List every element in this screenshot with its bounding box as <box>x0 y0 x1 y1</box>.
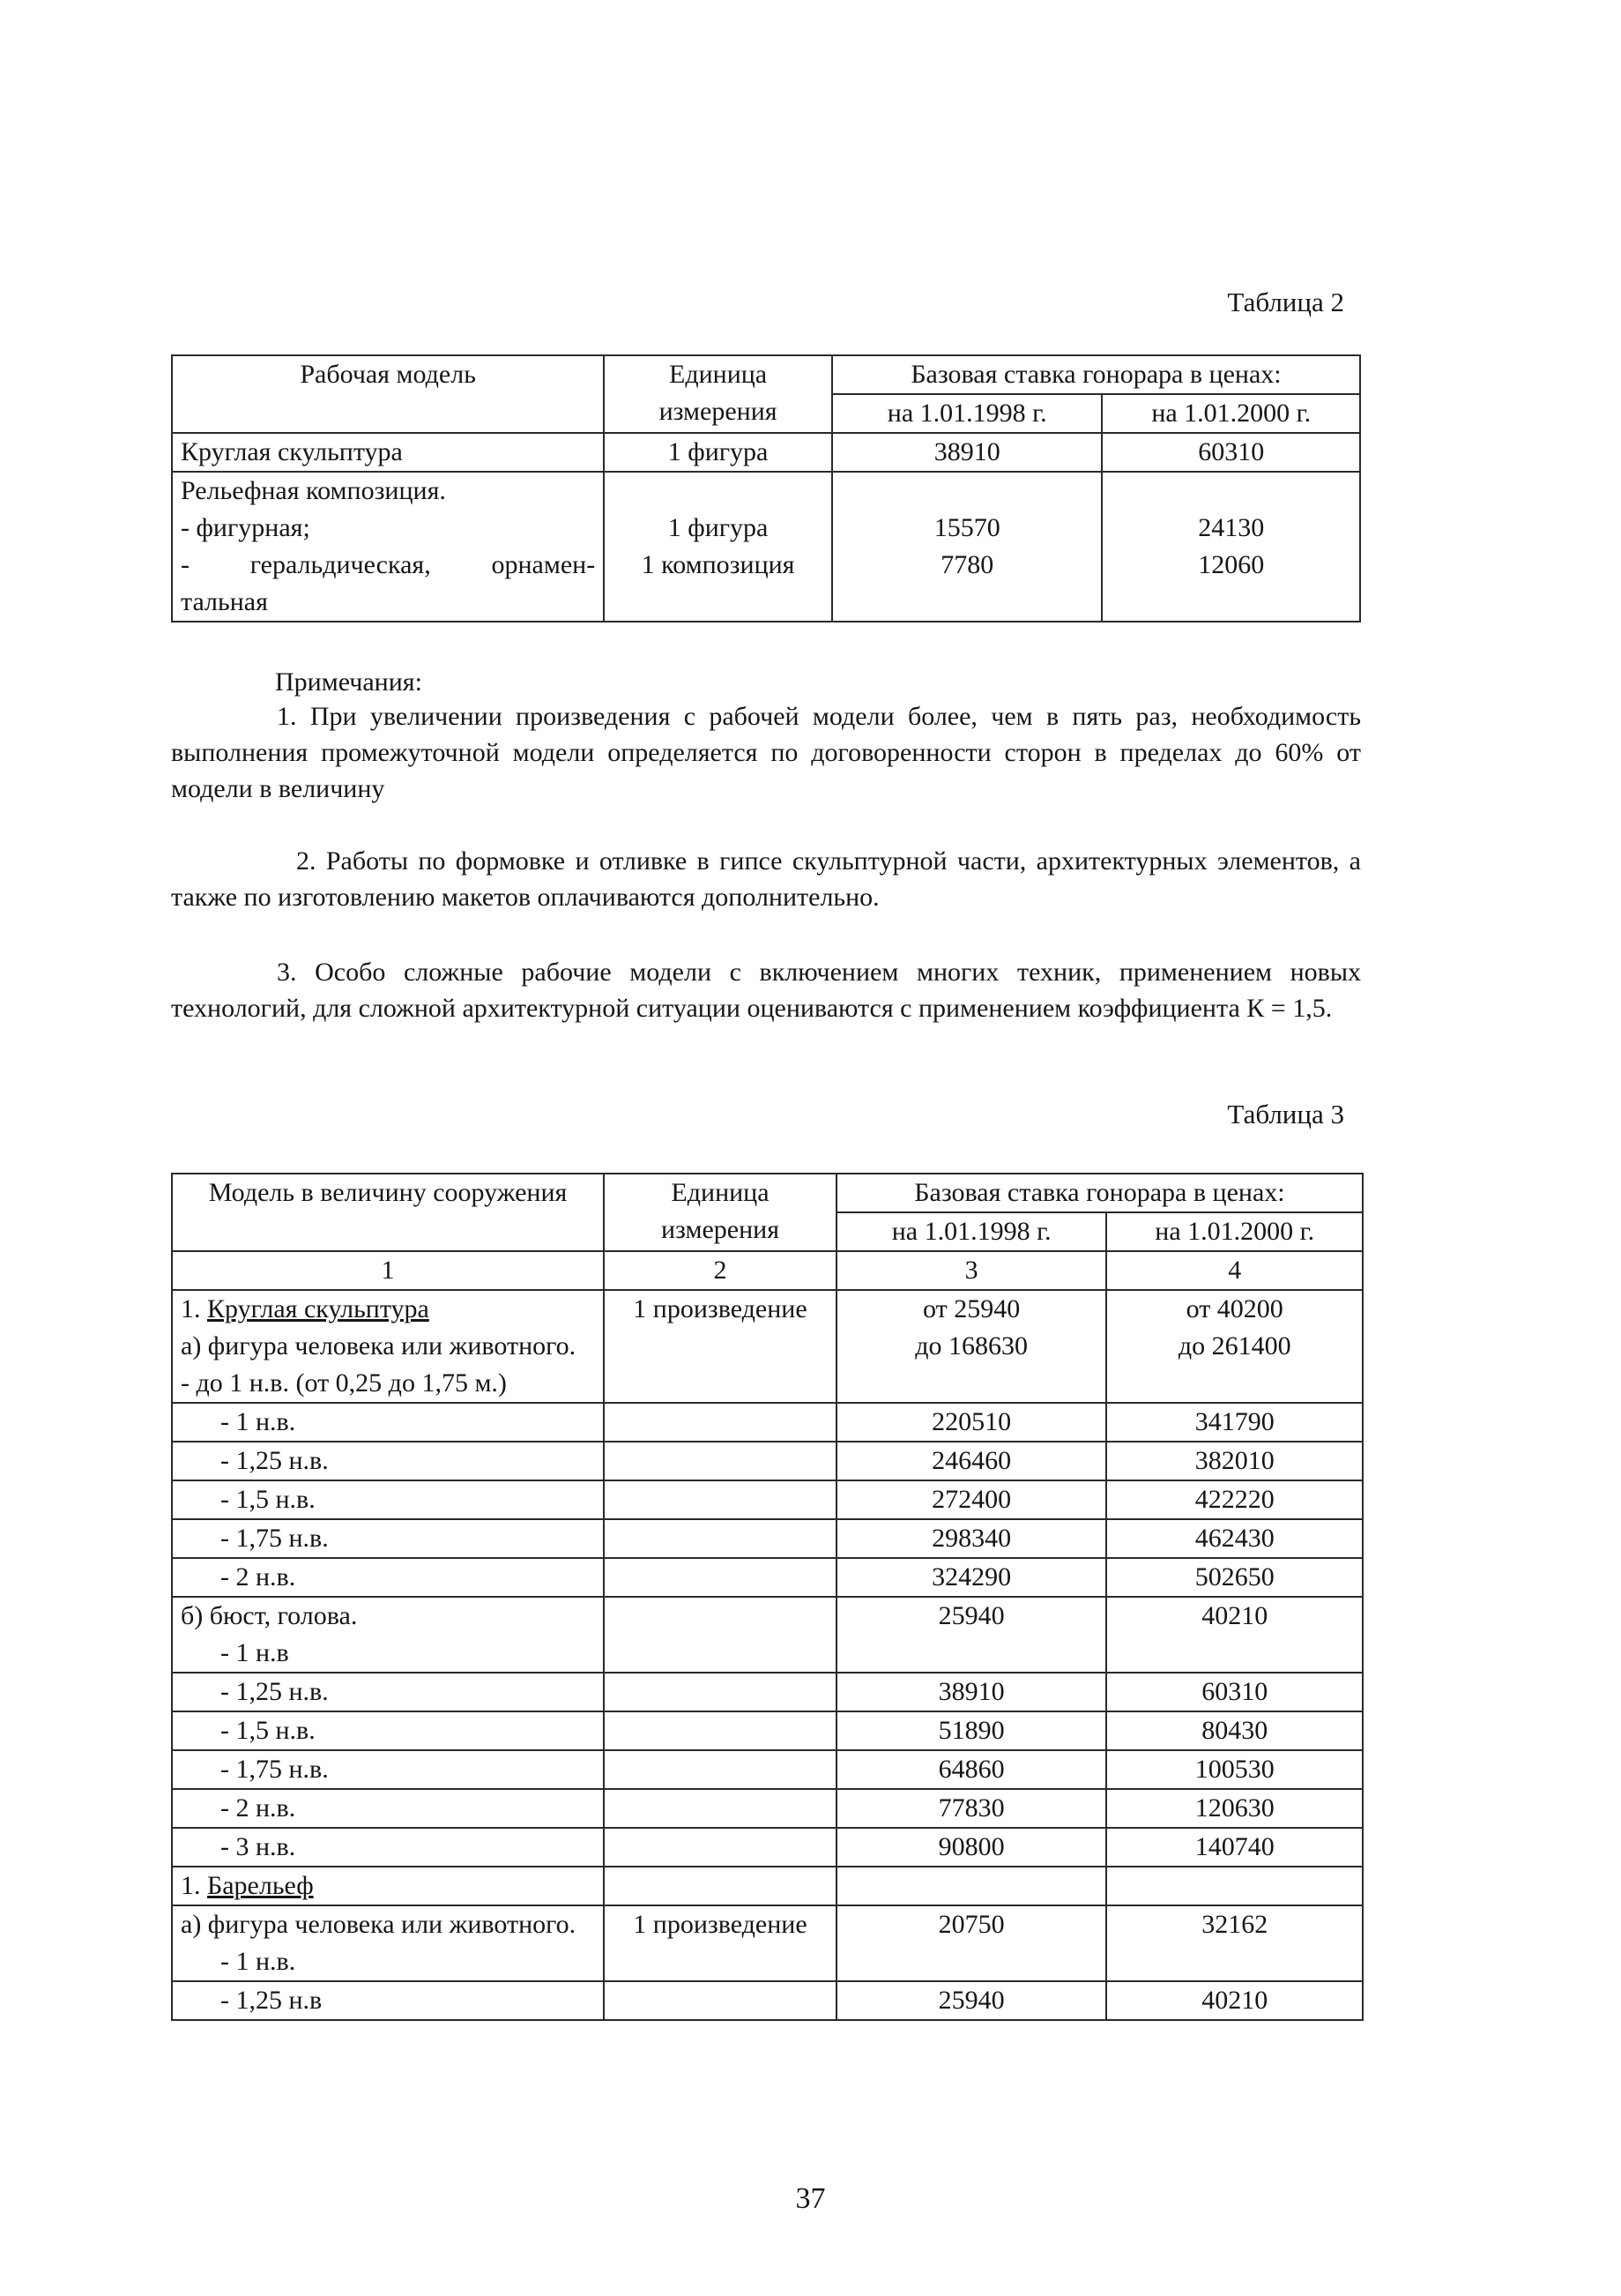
t2-row2-v2000-cell <box>1102 472 1360 622</box>
table-row: - 1 н.в. 220510 341790 <box>172 1403 1363 1442</box>
t3-header-price-group: Базовая ставка гонорара в ценах: <box>837 1174 1363 1212</box>
t3-sec1-unit: 1 произведение <box>604 1290 837 1403</box>
t2-row1-unit: 1 фигура <box>604 433 832 472</box>
t3-header-date-1998: на 1.01.1998 г. <box>837 1212 1107 1251</box>
t3-sub-b-cell: б) бюст, голова. - 1 н.в <box>172 1597 604 1673</box>
t3-sec1-range-2000: от 40200 до 261400 <box>1106 1290 1363 1403</box>
t3-sec1-range-label: - до 1 н.в. (от 0,25 до 1,75 м.) <box>181 1368 507 1398</box>
table-3-caption: Таблица 3 <box>1227 1099 1344 1129</box>
t2-header-price-group: Базовая ставка гонорара в ценах: <box>832 355 1360 394</box>
table-2 <box>171 354 1361 622</box>
t3-col-num-2: 2 <box>604 1251 837 1290</box>
t2-header-date-1998: на 1.01.1998 г. <box>832 394 1103 433</box>
t2-row2-name-cell <box>172 472 604 622</box>
t3-sub-b-title: б) бюст, голова. <box>181 1601 358 1630</box>
t3-header-date-2000: на 1.01.2000 г. <box>1106 1212 1363 1251</box>
t2-header-model: Рабочая модель <box>172 355 604 433</box>
table-row: - 1,25 н.в. 246460 382010 <box>172 1442 1363 1480</box>
t3-sec1-range-1998: от 25940 до 168630 <box>837 1290 1107 1403</box>
t3-sec1-label-cell <box>172 1290 604 1403</box>
t2-header-unit: Единица измерения <box>604 355 832 433</box>
t3-sec2-sub-a: а) фигура человека или животного. <box>181 1910 576 1939</box>
table-2-caption: Таблица 2 <box>1227 287 1344 317</box>
t3-col-num-4: 4 <box>1106 1251 1363 1290</box>
t2-row2-sub1-v1998: 15570 <box>933 513 1000 542</box>
t2-row2-sub2-name: - геральдическая, орнамен- <box>181 550 596 579</box>
table-row: - 3 н.в. 90800 140740 <box>172 1828 1363 1867</box>
t3-sec2-label-cell: а) фигура человека или животного. - 1 н.в. <box>172 1905 604 1981</box>
t3-column-numbers <box>172 1251 1363 1290</box>
t2-row2-title: Рельефная композиция. <box>181 476 446 505</box>
t2-header-date-2000: на 1.01.2000 г. <box>1102 394 1360 433</box>
t3-sec1-title: 1. Круглая скульптура <box>181 1294 429 1323</box>
t3-sec2-unit: 1 произведение <box>604 1905 837 1981</box>
t3-col-num-1: 1 <box>172 1251 604 1290</box>
t2-row2-sub2-v1998: 7780 <box>941 550 994 579</box>
t3-sec2-title: 1. Барельеф <box>172 1867 604 1905</box>
table-row: - 2 н.в. 324290 502650 <box>172 1558 1363 1597</box>
note-1: 1. При увеличении произведения с рабочей модели более, чем в пять раз, необходимость выполнения промежуточной модели определяется по договоренности сторон в пределах до 60% от модели в величину <box>171 702 1361 803</box>
table-row: - 1,25 н.в 25940 40210 <box>172 1981 1363 2020</box>
t2-row1-v1998: 38910 <box>832 433 1103 472</box>
note-3: 3. Особо сложные рабочие модели с включением многих техник, применением новых технологий, для сложной архитектурной ситуации оцениваются с применением коэффициента К = 1,5. <box>171 958 1361 1023</box>
t2-row2-sub2-v2000: 12060 <box>1198 550 1265 579</box>
table-row: - 1,5 н.в. 51890 80430 <box>172 1711 1363 1750</box>
notes-title: Примечания: <box>275 667 422 697</box>
table-row <box>172 472 1360 622</box>
table-row: - 1,75 н.в. 64860 100530 <box>172 1750 1363 1789</box>
table-row <box>172 1290 1363 1403</box>
table-row: - 1,5 н.в. 272400 422220 <box>172 1480 1363 1519</box>
t2-row2-v1998-cell <box>832 472 1103 622</box>
t3-header-unit: Единица измерения <box>604 1174 837 1251</box>
page-number: 37 <box>795 2182 826 2215</box>
table-row <box>172 433 1360 472</box>
t3-header-model: Модель в величину сооружения <box>172 1174 604 1251</box>
t2-row1-name: Круглая скульптура <box>172 433 604 472</box>
table-row: - 1,75 н.в. 298340 462430 <box>172 1519 1363 1558</box>
t2-row2-sub1-v2000: 24130 <box>1198 513 1265 542</box>
table-3 <box>171 1173 1364 2021</box>
t2-row2-sub2-unit: 1 композиция <box>641 550 795 579</box>
t2-row2-sub2-name-cont: тальная <box>181 587 268 616</box>
t3-sec1-sub-a: а) фигура человека или животного. <box>181 1331 576 1360</box>
t3-col-num-3: 3 <box>837 1251 1107 1290</box>
table-row: б) бюст, голова. - 1 н.в 25940 40210 <box>172 1597 1363 1673</box>
table-row: а) фигура человека или животного. - 1 н.в. 1 произведение 20750 32162 <box>172 1905 1363 1981</box>
t2-row2-sub1-unit: 1 фигура <box>667 513 769 542</box>
table-row: - 2 н.в. 77830 120630 <box>172 1789 1363 1828</box>
t2-row2-unit-cell <box>604 472 832 622</box>
table-row <box>172 1867 1363 1905</box>
note-2: 2. Работы по формовке и отливке в гипсе скульптурной части, архитектурных элементов, а также по изготовлению макетов оплачиваются дополнительно. <box>171 846 1361 912</box>
t2-row2-sub1-name: - фигурная; <box>181 513 310 542</box>
t2-row1-v2000: 60310 <box>1102 433 1360 472</box>
table-row: - 1,25 н.в. 38910 60310 <box>172 1673 1363 1711</box>
